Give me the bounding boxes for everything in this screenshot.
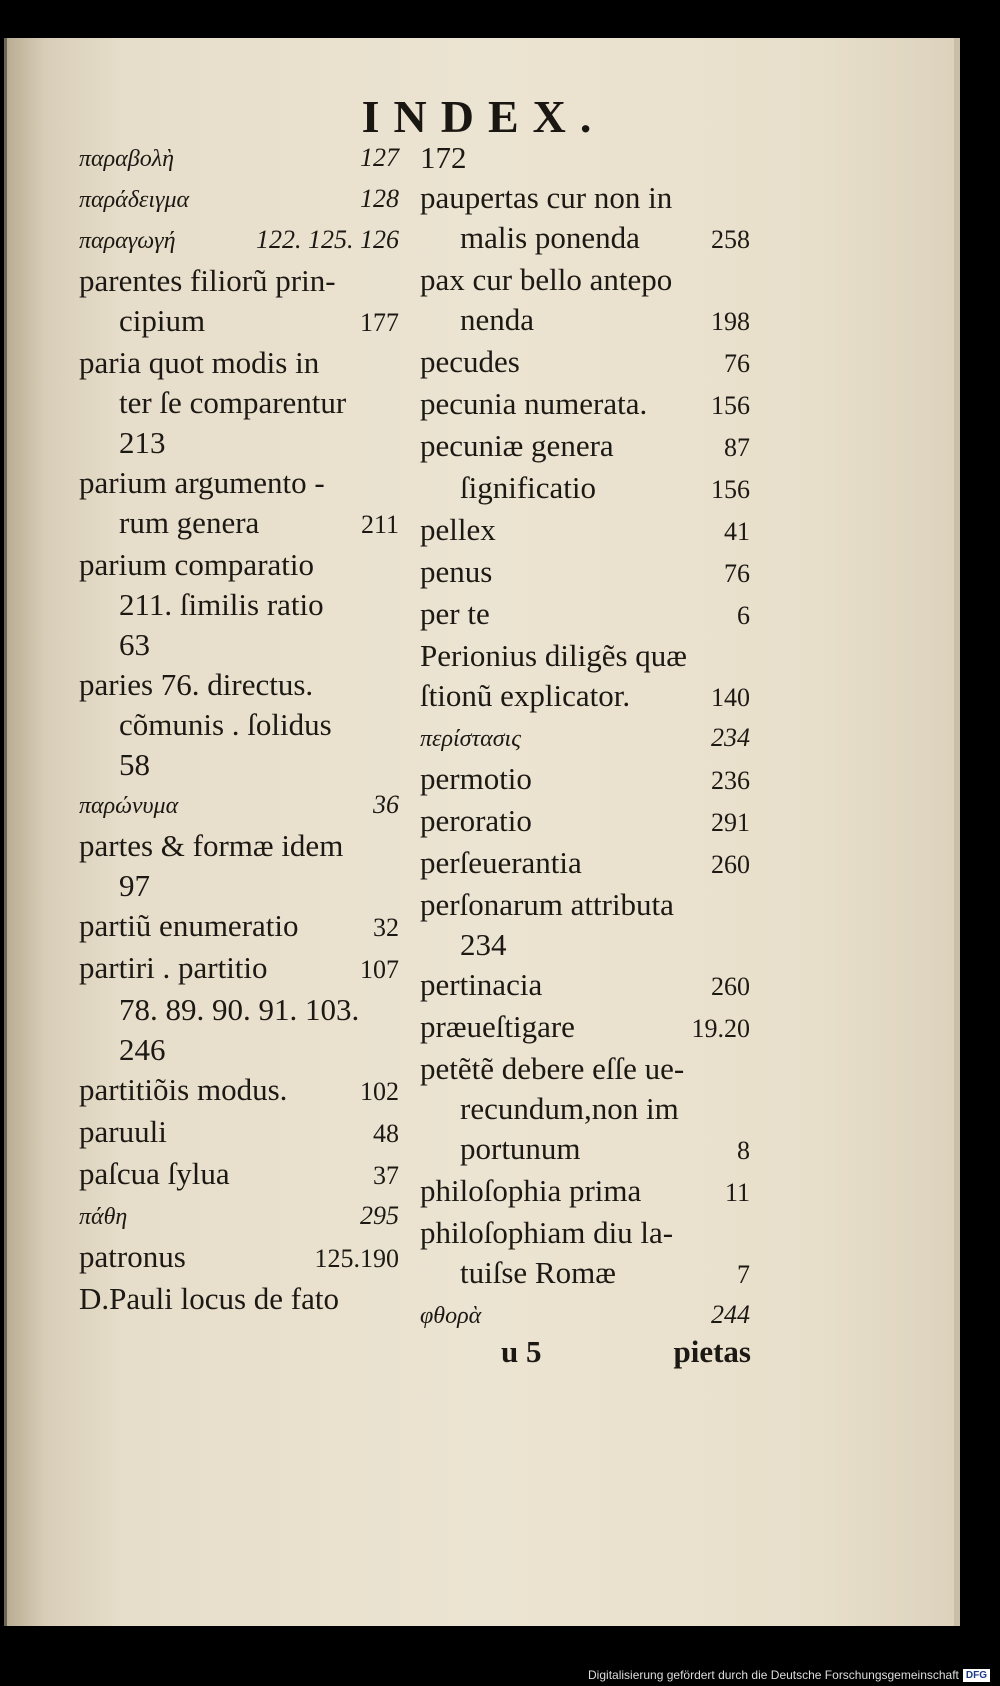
page-reference: 107 [360,955,399,984]
index-term: paries 76. directus. [79,667,314,702]
index-term: partiri . partitio [79,950,268,985]
index-entry [79,625,399,665]
index-entry [420,384,750,426]
index-term: 172 [420,140,467,175]
index-term: pecunia numerata. [420,386,648,421]
index-term: pecuniæ genera [420,428,614,463]
page-reference: 156 [711,391,750,420]
index-term: 211. ſimilis ratio [119,587,324,622]
index-entry [420,636,750,676]
index-term: cipium [119,303,206,338]
index-entry [420,925,750,965]
index-entry [79,826,399,866]
index-term: perſeuerantia [420,845,582,880]
index-entry [420,759,750,801]
index-column-right [420,138,750,1336]
index-entry [79,1030,399,1070]
index-term: permotio [420,761,532,796]
index-term: φθορὰ [420,1303,482,1329]
page-title: INDEX. [361,91,606,142]
page-reference: 19.20 [691,1014,750,1043]
page-reference: 260 [711,972,750,1001]
index-entry [79,1112,399,1154]
index-term: præueſtigare [420,1009,575,1044]
index-entry [79,1154,399,1196]
index-term: παραγωγή [79,228,176,254]
index-entry [79,1279,399,1319]
index-entry [420,885,750,925]
page-reference: 48 [373,1119,399,1148]
index-entry [420,426,750,468]
page-reference: 36 [373,790,399,819]
page-reference: 244 [711,1300,750,1329]
index-term: petẽtẽ debere eſſe ue- [420,1051,685,1086]
page-reference: 76 [724,349,750,378]
index-entry [420,510,750,552]
index-term: 213 [119,425,166,460]
index-entry [79,948,399,990]
index-entry [79,463,399,503]
page-reference: 125.190 [314,1244,399,1273]
index-entry [79,1070,399,1112]
index-entry [79,1237,399,1279]
index-entry [420,965,750,1007]
index-term: παρώνυμα [79,793,179,819]
page-reference: 127 [360,143,399,172]
index-entry [420,1171,750,1213]
page-reference: 236 [711,766,750,795]
index-term: ter ſe comparentur [119,385,347,420]
page-reference: 7 [737,1260,750,1289]
index-entry [79,665,399,705]
index-entry [79,503,399,545]
page-reference: 260 [711,850,750,879]
index-term: 78. 89. 90. 91. 103. [119,992,360,1027]
index-entry [79,1196,399,1237]
index-term: paſcua ſylua [79,1156,230,1191]
index-term: peroratio [420,803,532,838]
index-entry [420,468,750,510]
index-entry [420,218,750,260]
index-term: partes & formæ idem [79,828,344,863]
page-reference: 140 [711,683,750,712]
page-reference: 177 [360,308,399,337]
index-term: philoſophia prima [420,1173,642,1208]
digitization-credit [588,1668,990,1682]
index-entry [420,1049,750,1089]
index-term: partiũ enumeratio [79,908,299,943]
index-entry [79,301,399,343]
index-term: parentes filiorũ prin- [79,263,336,298]
page-reference: 76 [724,559,750,588]
book-page [4,38,960,1626]
index-term: pellex [420,512,496,547]
page-reference: 6 [737,601,750,630]
index-term: 58 [119,747,150,782]
index-term: philoſophiam diu la- [420,1215,674,1250]
index-term: per te [420,596,490,631]
index-term: paria quot modis in [79,345,320,380]
index-entry [420,1129,750,1171]
index-term: rum genera [119,505,260,540]
page-reference: 122. 125. 126 [256,225,399,254]
index-term: partitiõis modus. [79,1072,288,1107]
index-entry [79,423,399,463]
index-entry [79,220,399,261]
page-reference: 87 [724,433,750,462]
index-entry [420,260,750,300]
index-entry [420,676,750,718]
index-entry [79,866,399,906]
page-reference: 32 [373,913,399,942]
index-term: recundum,non im [460,1091,679,1126]
index-term: D.Pauli locus de fato [79,1281,340,1316]
index-term: περίστασις [420,726,521,752]
index-term: ſtionũ explicator. [420,678,631,713]
page-reference: 291 [711,808,750,837]
index-term: malis ponenda [460,220,640,255]
index-entry [79,179,399,220]
index-term: penus [420,554,493,589]
index-entry [79,705,399,745]
index-entry [79,261,399,301]
index-term: Perionius diligẽs quæ [420,638,687,673]
page-reference: 11 [724,1178,750,1207]
page-reference: 295 [360,1201,399,1230]
catchword: pietas [673,1334,751,1369]
index-term: 97 [119,868,150,903]
index-entry [420,594,750,636]
index-term: portunum [460,1131,581,1166]
index-entry [420,1295,750,1336]
index-column-left [79,138,399,1319]
index-entry [420,1089,750,1129]
index-entry [79,585,399,625]
page-reference: 41 [724,517,750,546]
index-entry [79,343,399,383]
index-entry [420,552,750,594]
page-reference: 8 [737,1136,750,1165]
page-reference: 234 [711,723,750,752]
signature-mark: u 5 [501,1334,542,1369]
index-term: παραβολὴ [79,146,174,172]
index-term: ſignificatio [460,470,597,505]
index-term: parium argumento - [79,465,325,500]
index-term: paruuli [79,1114,167,1149]
index-term: parium comparatio [79,547,314,582]
index-term: tuiſse Romæ [460,1255,616,1290]
index-entry [79,745,399,785]
index-entry [79,138,399,179]
index-term: patronus [79,1239,186,1274]
index-entry [420,1007,750,1049]
index-entry [420,843,750,885]
index-term: 63 [119,627,150,662]
index-term: perſonarum attributa [420,887,674,922]
page-reference: 37 [373,1161,399,1190]
page-reference: 258 [711,225,750,254]
index-entry [420,1253,750,1295]
index-entry [79,990,399,1030]
index-term: paupertas cur non in [420,180,673,215]
index-term: pertinacia [420,967,543,1002]
index-term: nenda [460,302,535,337]
index-term: παράδειγμα [79,187,190,213]
index-entry [420,178,750,218]
page-reference: 128 [360,184,399,213]
index-entry [420,801,750,843]
dfg-logo-icon: DFG [963,1669,990,1682]
index-entry [420,718,750,759]
index-term: pecudes [420,344,520,379]
index-term: 246 [119,1032,166,1067]
index-term: πάθη [79,1204,128,1230]
index-entry [79,383,399,423]
index-entry [420,1213,750,1253]
index-entry [420,300,750,342]
index-entry [420,138,750,178]
page-reference: 198 [711,307,750,336]
catchline [501,1334,751,1370]
index-entry [79,545,399,585]
page-reference: 211 [360,510,399,539]
page-reference: 156 [711,475,750,504]
page-reference: 102 [360,1077,399,1106]
credit-text: Digitalisierung gefördert durch die Deutsche Forschungsgemeinschaft [588,1668,959,1682]
page-edge [954,38,960,1626]
index-term: pax cur bello antepo [420,262,673,297]
index-entry [79,906,399,948]
index-entry [79,785,399,826]
index-term: 234 [460,927,507,962]
index-term: cõmunis . ſolidus [119,707,332,742]
index-entry [420,342,750,384]
